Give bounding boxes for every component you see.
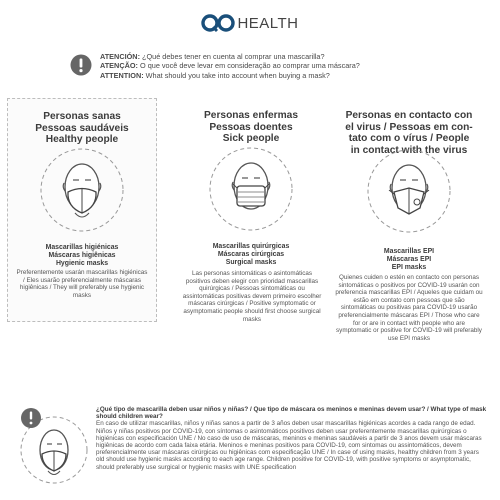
card-healthy-people xyxy=(7,98,157,322)
brand-name: HEALTH xyxy=(237,14,299,32)
card-description: Las personas sintomáticas o asintomáticas positivos deben elegir con prioridad mascarillas quirúrgicas / Pessoas sintomáticas ou assintomáticas positivas devem primeiro escolher máscaras cirúrgicas / Positive symptomatic or asymptomatic people should first choose surgical masks xyxy=(182,270,322,323)
infinity-qo-logo-icon xyxy=(201,12,235,34)
mask-type-label: Mascarillas quirúrgicas Máscaras cirúrgicas Surgical masks xyxy=(212,243,290,266)
child-mask-warning-icon xyxy=(20,406,88,490)
card-description: Quienes cuiden o estén en contacto con personas sintomáticas o positivos por COVID-19 usarán con preferencia mascarillas EPI / Aqueles que cuidam ou estão em contato com pessoas que são sintomáticas ou positivas para COVID-19 usarão preferencialmente máscaras EPI / Those who care for or are in contact with people who are symptomatic or positive for COVID-19 will preferably use EPI masks xyxy=(335,274,483,342)
attention-line-en: ATTENTION: What should you take into account when buying a mask? xyxy=(100,70,330,80)
attention-notice xyxy=(70,52,470,86)
card-title: Personas enfermas Pessoas doentes Sick people xyxy=(203,110,298,145)
children-body: En caso de utilizar mascarillas, niños y niñas sanos a partir de 3 años deben usar mascarillas higiénicas acordes a cada rango de edad. Niños y niñas positivos por COVID-19, con síntomas o asintomáticos positivos deben usar preferentemente mascarillas quirúrgicas o higiénicas con especificación UNE / No caso de uso de máscaras, meninos e meninas saudáveis a partir de 3 anos devem usar máscaras higiênicas de acordo com cada faixa etária. Meninos e meninas positivos para COVID-19, com sintomas ou assintomáticos, devem preferencialmente usar máscaras cirúrgicas ou higiênicas com especificação UNE / In case of using masks, healthy children from 3 years old should use hygienic masks according to each age range. Children positive for COVID-19, with positive symptoms or asymptomatic, should preferably use surgical or hygienic masks with UNE specification xyxy=(96,420,482,471)
card-title: Personas en contacto con el virus / Pessoas em con- tato com o vírus / People in contact with the virus xyxy=(345,110,473,156)
card-sick-people xyxy=(177,98,325,323)
children-question: ¿Qué tipo de mascarilla deben usar niños y niñas? / Que tipo de máscara os meninos e meninas devem usar? / What type of mask should children wear? xyxy=(96,406,487,421)
children-section xyxy=(20,406,490,496)
warning-circle-icon xyxy=(70,54,92,76)
children-text xyxy=(96,406,488,471)
attention-line-es: ATENCIÓN: ¿Qué debes tener en cuenta al comprar una mascarilla? xyxy=(100,52,325,61)
card-people-in-contact xyxy=(335,98,483,342)
attention-line-pt: ATENÇÃO: O que você deve levar em consideração ao comprar uma máscara? xyxy=(100,61,360,71)
card-title: Personas sanas Pessoas saudáveis Healthy people xyxy=(35,111,129,146)
mask-type-label: Mascarillas higiénicas Máscaras higiênicas Hygienic masks xyxy=(45,244,119,267)
brand-header xyxy=(0,8,500,38)
mask-type-label: Mascarillas EPI Máscaras EPI EPI masks xyxy=(383,248,435,271)
face-epi-respirator-icon xyxy=(366,148,452,234)
face-hygienic-mask-icon xyxy=(39,147,125,233)
card-description: Preferentemente usarán mascarillas higiénicas / Eles usarão preferencialmente máscaras higiênicas / They will preferably use hygienic masks xyxy=(16,269,148,299)
face-surgical-mask-icon xyxy=(208,146,294,232)
